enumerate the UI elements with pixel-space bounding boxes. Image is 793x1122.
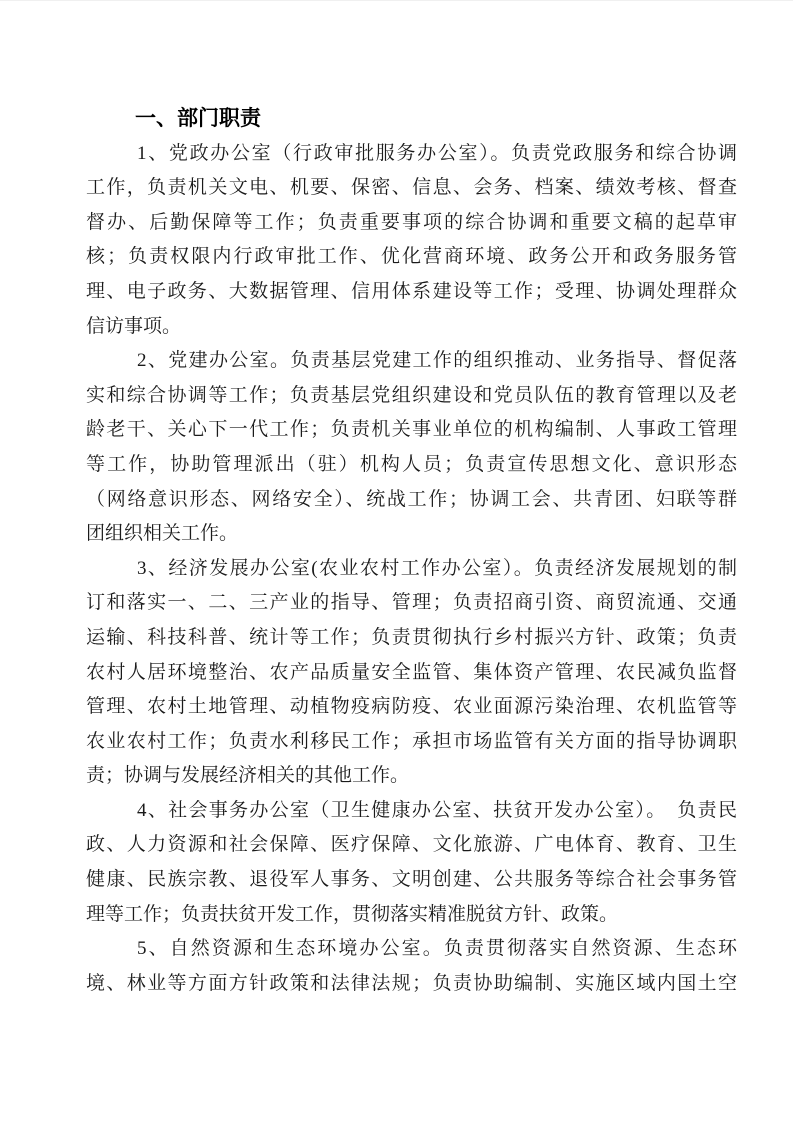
paragraph-3 bbox=[86, 552, 737, 794]
text-line: 责；协调与发展经济相关的其他工作。 bbox=[86, 765, 410, 787]
text-line: 2、党建办公室。负责基层党建工作的组织推动、业务指导、督促落 bbox=[137, 350, 737, 372]
text-line: 信访事项。 bbox=[86, 315, 182, 337]
section-heading: 一、部门职责 bbox=[135, 107, 261, 130]
text-line: 理等工作；负责扶贫开发工作，贯彻落实精准脱贫方针、政策。 bbox=[86, 903, 619, 925]
paragraphs-container bbox=[86, 137, 737, 1002]
text-line: 督办、后勤保障等工作；负责重要事项的综合协调和重要文稿的起草审 bbox=[86, 211, 737, 233]
text-line: 5、自然资源和生态环境办公室。负责贯彻落实自然资源、生态环 bbox=[137, 938, 737, 960]
text-line: 核；负责权限内行政审批工作、优化营商环境、政务公开和政务服务管 bbox=[86, 246, 737, 268]
text-line: 理、电子政务、大数据管理、信用体系建设等工作；受理、协调处理群众 bbox=[86, 280, 737, 302]
text-line: 农村人居环境整治、农产品质量安全监管、集体资产管理、农民减负监督 bbox=[86, 661, 737, 683]
text-line: 龄老干、关心下一代工作；负责机关事业单位的机构编制、人事政工管理 bbox=[86, 419, 737, 441]
text-line: 4、社会事务办公室（卫生健康办公室、扶贫开发办公室）。 负责民 bbox=[137, 799, 737, 821]
paragraph-1 bbox=[86, 137, 737, 345]
text-line: 3、经济发展办公室(农业农村工作办公室）。负责经济发展规划的制 bbox=[137, 557, 737, 579]
paragraph-4 bbox=[86, 794, 737, 932]
text-line: 工作，负责机关文电、机要、保密、信息、会务、档案、绩效考核、督查 bbox=[86, 177, 737, 199]
text-line: 境、林业等方面方针政策和法律法规；负责协助编制、实施区域内国土空 bbox=[86, 972, 737, 994]
text-line: 政、人力资源和社会保障、医疗保障、文化旅游、广电体育、教育、卫生 bbox=[86, 834, 737, 856]
text-line: 团组织相关工作。 bbox=[86, 523, 239, 545]
text-line: 管理、农村土地管理、动植物疫病防疫、农业面源污染治理、农机监管等 bbox=[86, 696, 737, 718]
text-line: 实和综合协调等工作；负责基层党组织建设和党员队伍的教育管理以及老 bbox=[86, 384, 737, 406]
document-content bbox=[86, 102, 737, 1001]
text-line: 等工作，协助管理派出（驻）机构人员；负责宣传思想文化、意识形态 bbox=[86, 453, 737, 475]
text-line: 农业农村工作；负责水利移民工作；承担市场监管有关方面的指导协调职 bbox=[86, 730, 737, 752]
paragraph-2 bbox=[86, 344, 737, 552]
text-line: 运输、科技科普、统计等工作；负责贯彻执行乡村振兴方针、政策；负责 bbox=[86, 626, 737, 648]
text-line: 订和落实一、二、三产业的指导、管理；负责招商引资、商贸流通、交通 bbox=[86, 592, 737, 614]
text-line: 1、党政办公室（行政审批服务办公室）。负责党政服务和综合协调 bbox=[137, 142, 737, 164]
paragraph-5 bbox=[86, 932, 737, 1001]
text-line: （网络意识形态、网络安全）、统战工作；协调工会、共青团、妇联等群 bbox=[86, 488, 737, 510]
text-line: 健康、民族宗教、退役军人事务、文明创建、公共服务等综合社会事务管 bbox=[86, 869, 737, 891]
